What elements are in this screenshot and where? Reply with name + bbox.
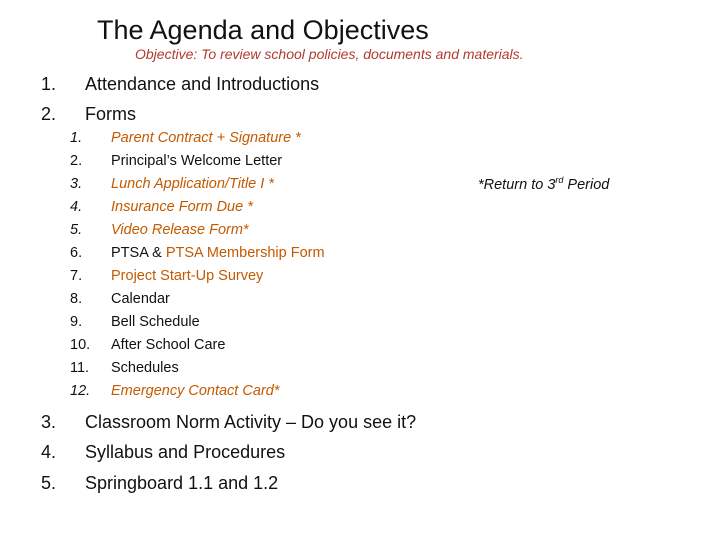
forms-text: Emergency Contact Card* — [111, 383, 280, 399]
forms-number: 7. — [70, 268, 83, 284]
objective-text: Objective: To review school policies, documents and materials. — [135, 46, 524, 62]
forms-text: After School Care — [111, 337, 226, 353]
agenda-text: Forms — [85, 104, 136, 124]
forms-number: 5. — [70, 222, 83, 238]
forms-number: 3. — [70, 176, 83, 192]
forms-text: Insurance Form Due * — [111, 199, 253, 215]
agenda-number: 4. — [41, 442, 57, 462]
return-note-superscript: rd — [555, 175, 564, 186]
forms-text: Calendar — [111, 291, 170, 307]
agenda-number: 2. — [41, 104, 57, 124]
forms-text: Video Release Form* — [111, 222, 249, 238]
forms-text-plain: PTSA & — [111, 245, 166, 261]
return-note — [478, 175, 609, 195]
forms-text-highlight: PTSA Membership Form — [165, 245, 325, 261]
agenda-text: Attendance and Introductions — [85, 74, 320, 94]
forms-text: Lunch Application/Title I * — [111, 176, 274, 192]
agenda-text: Syllabus and Procedures — [85, 442, 286, 462]
agenda-text: Springboard 1.1 and 1.2 — [85, 473, 279, 493]
agenda-text: Classroom Norm Activity – Do you see it? — [85, 412, 417, 432]
forms-text: Principal’s Welcome Letter — [111, 153, 283, 169]
forms-number: 4. — [70, 199, 83, 215]
forms-number: 10. — [70, 337, 91, 353]
agenda-number: 5. — [41, 473, 57, 493]
return-note-suffix: Period — [563, 177, 610, 193]
slide-title: The Agenda and Objectives — [97, 15, 429, 45]
forms-text: Project Start-Up Survey — [111, 268, 264, 284]
return-note-prefix: *Return to 3 — [478, 177, 556, 193]
forms-number: 9. — [70, 314, 83, 330]
forms-number: 6. — [70, 245, 83, 261]
agenda-number: 3. — [41, 412, 57, 432]
forms-text: Bell Schedule — [111, 314, 200, 330]
forms-number: 11. — [70, 360, 90, 376]
forms-number: 8. — [70, 291, 83, 307]
forms-number: 12. — [70, 383, 91, 399]
agenda-number: 1. — [41, 74, 57, 94]
forms-text: Parent Contract + Signature * — [111, 130, 301, 146]
forms-number: 2. — [70, 153, 83, 169]
forms-text — [111, 243, 325, 263]
forms-number: 1. — [70, 130, 83, 146]
forms-text: Schedules — [111, 360, 179, 376]
